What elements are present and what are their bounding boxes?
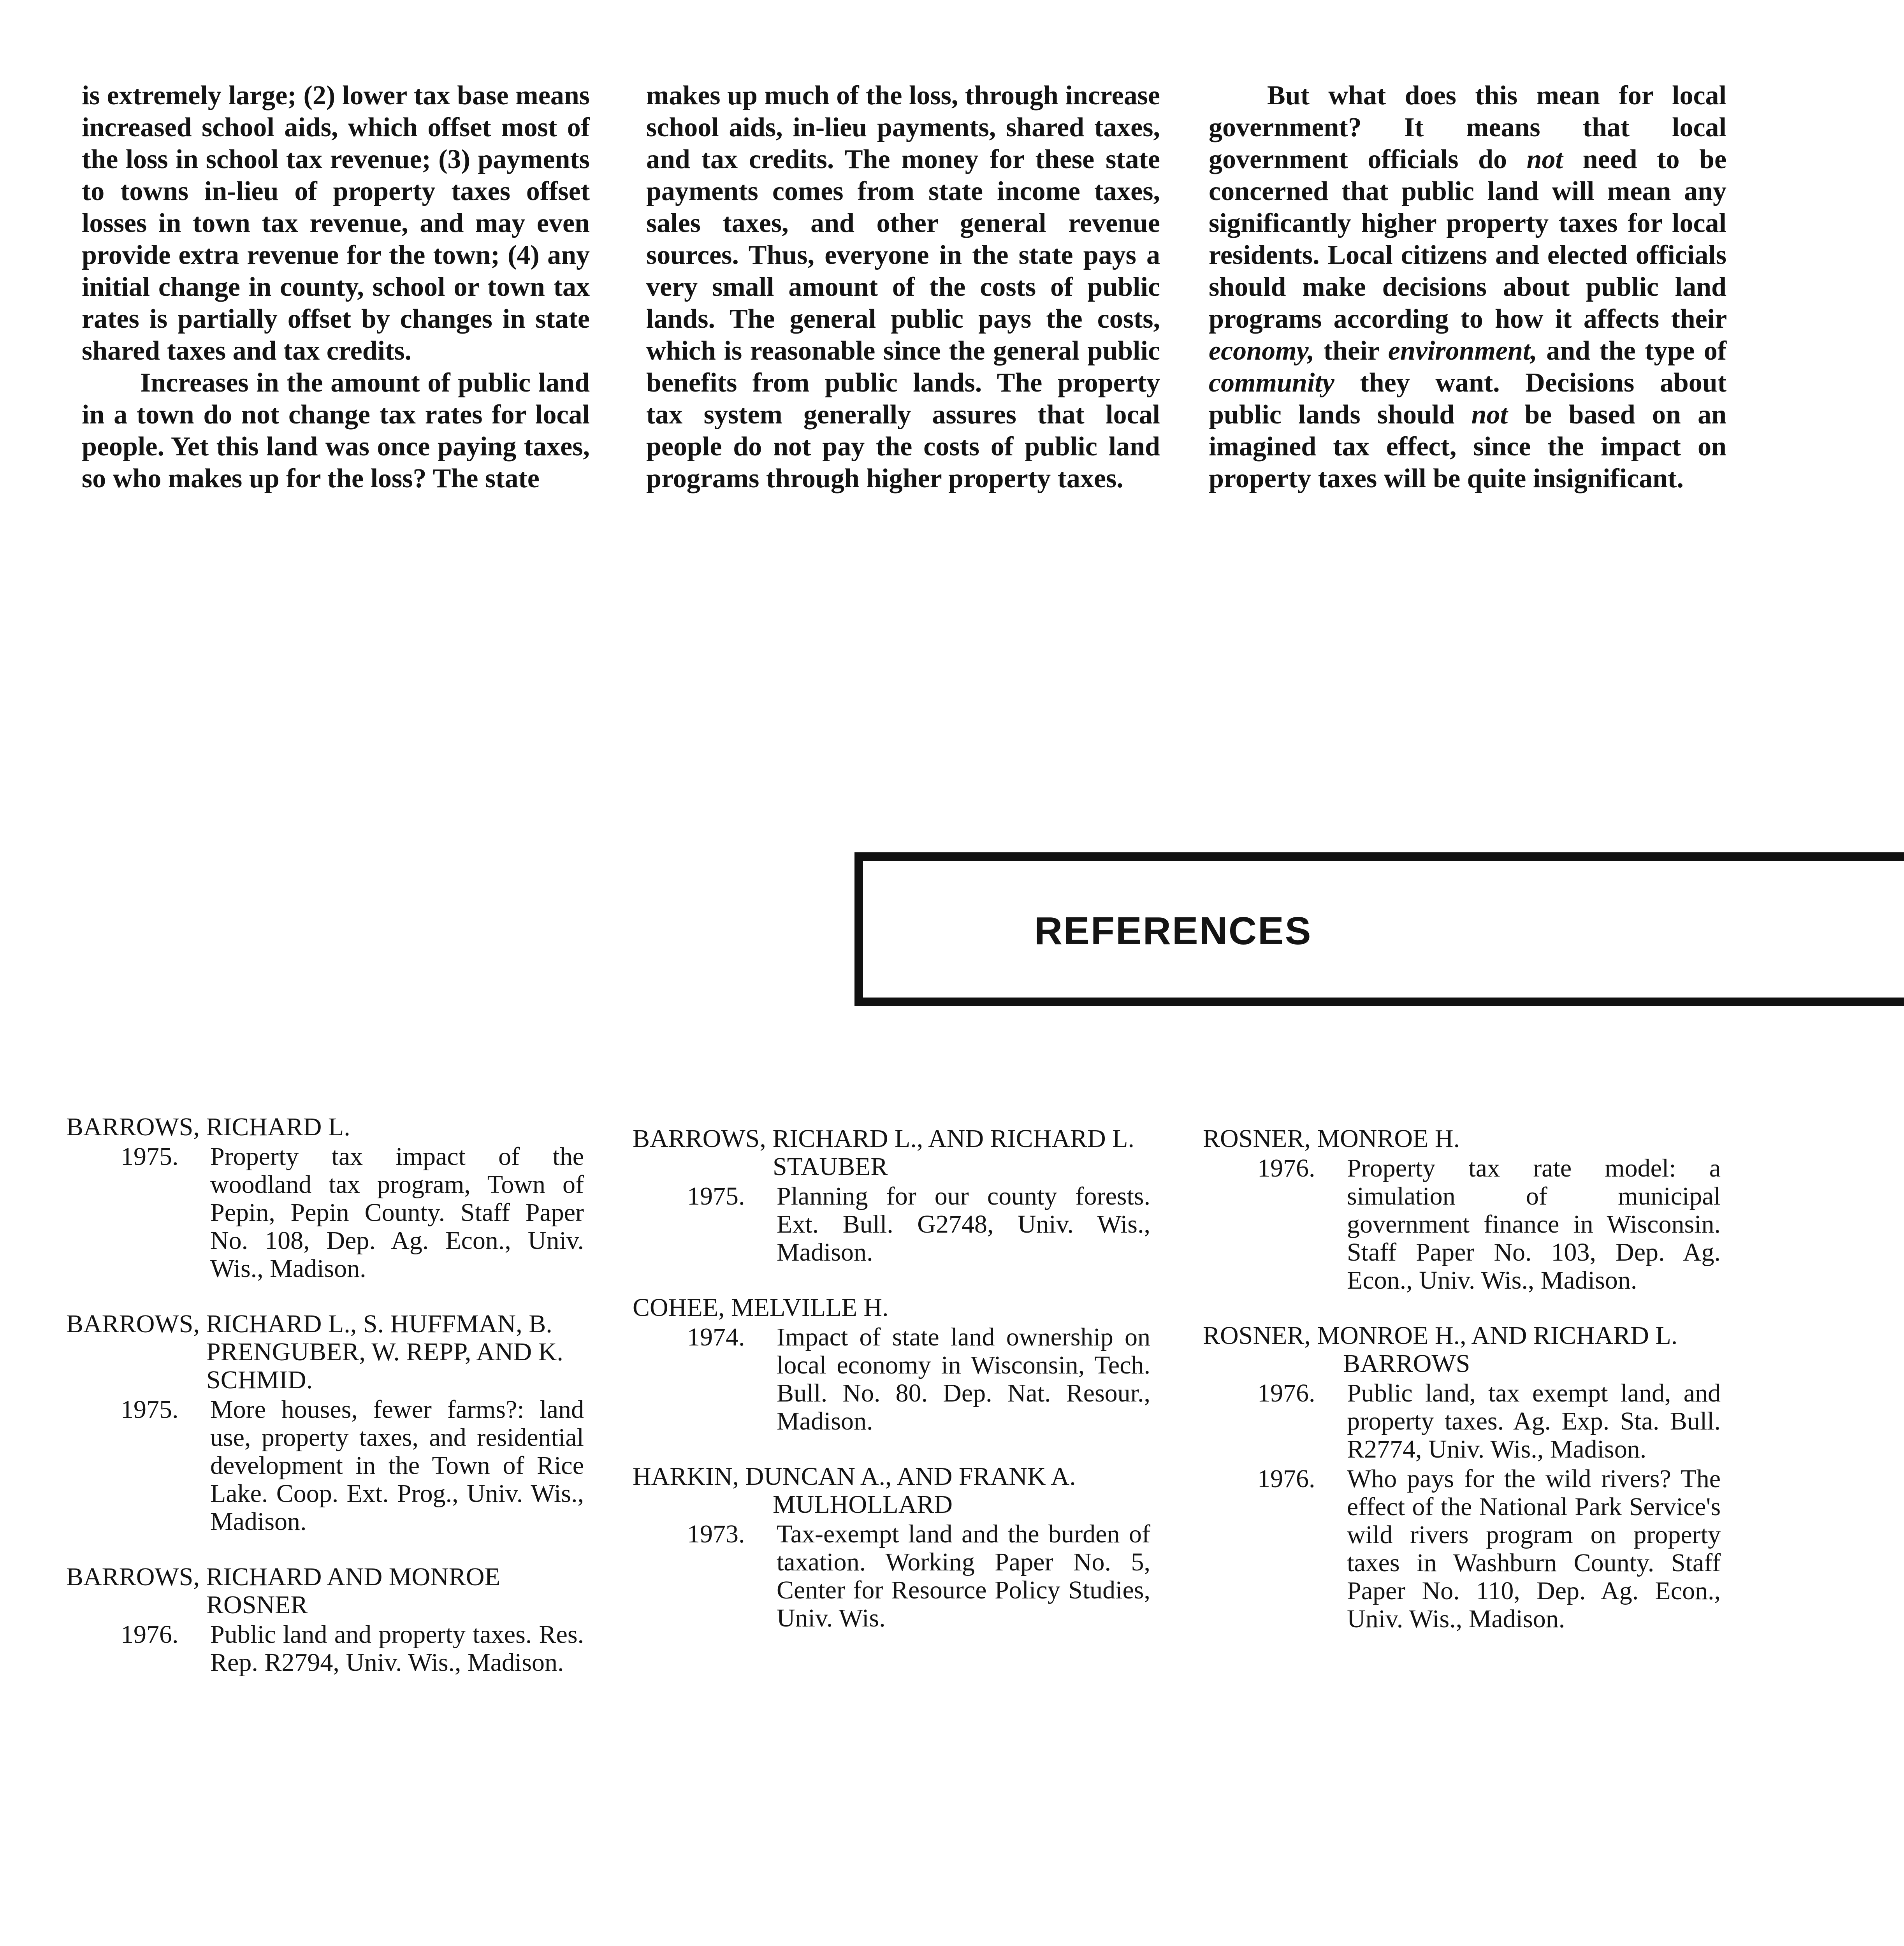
text-run: and the type of [1546,336,1727,366]
reference-work [633,1182,1150,1266]
reference-entry [633,1294,1150,1435]
reference-entry [1203,1322,1721,1633]
reference-year: 1975. [121,1395,179,1424]
references-column-2 [633,1125,1150,1660]
reference-work [66,1396,584,1536]
text-run: their [1323,336,1379,366]
reference-entry [633,1125,1150,1266]
references-header-box [854,852,1904,1006]
reference-entry [633,1463,1150,1632]
emphasis: environment, [1388,336,1537,366]
reference-work [633,1520,1150,1632]
reference-author: COHEE, MELVILLE H. [633,1293,889,1322]
body-column-1 [82,80,590,495]
reference-author: BARROWS, RICHARD L., S. HUFFMAN, B. PRENGUBER, W. REPP, AND K. SCHMID. [66,1310,563,1394]
reference-author: BARROWS, RICHARD AND MONROE ROSNER [66,1563,500,1619]
reference-entry [66,1563,584,1677]
reference-author: HARKIN, DUNCAN A., AND FRANK A. MULHOLLARD [633,1462,1076,1519]
reference-year: 1975. [121,1142,179,1171]
reference-author: ROSNER, MONROE H., AND RICHARD L. BARROWS [1203,1321,1678,1378]
reference-citation: More houses, fewer farms?: land use, property taxes, and residential development in the Town of Rice Lake. Coop. Ext. Prog., Univ. Wis., Madison. [210,1395,584,1536]
reference-citation: Impact of state land ownership on local economy in Wisconsin, Tech. Bull. No. 80. Dep. Nat. Resour., Madison. [777,1323,1150,1435]
reference-author: ROSNER, MONROE H. [1203,1124,1460,1153]
reference-work [633,1323,1150,1435]
body-paragraph: Increases in the amount of public land in a town do not change tax rates for local people. Yet this land was once paying taxes, so who makes up for the loss? The state [82,368,590,494]
reference-entry [66,1310,584,1536]
emphasis: not [1526,144,1563,174]
text-run: But what does this mean for local government? It means that local government officials do [1209,81,1726,174]
reference-author: BARROWS, RICHARD L., AND RICHARD L. STAUBER [633,1124,1134,1181]
reference-work [66,1621,584,1677]
text-run: need to be concerned that public land will mean any significantly higher property taxes for local residents. Local citizens and elected officials should make decisions about public land programs according to how it affects their [1209,144,1727,334]
reference-work [1203,1465,1721,1633]
reference-entry [66,1113,584,1283]
emphasis: economy, [1209,336,1315,366]
emphasis: community [1209,368,1334,398]
text-run: they want. Decisions about public lands should [1209,368,1726,430]
reference-year: 1976. [1257,1465,1315,1493]
body-paragraph: makes up much of the loss, through increase school aids, in-lieu payments, shared taxes, and tax credits. The money for these state payments comes from state income taxes, sales taxes, and other general revenue sources. Thus, everyone in the state pays a very small amount of the costs of public lands. The general public pays the costs, which is reasonable since the general public benefits from public lands. The property tax system generally assures that local people do not pay the costs of public land programs through higher property taxes. [646,81,1160,494]
emphasis: not [1471,400,1508,430]
references-column-1 [66,1113,584,1704]
body-column-3 [1209,80,1726,495]
reference-citation: Property tax impact of the woodland tax program, Town of Pepin, Pepin County. Staff Paper No. 108, Dep. Ag. Econ., Univ. Wis., Madison. [210,1142,584,1283]
reference-citation: Planning for our county forests. Ext. Bull. G2748, Univ. Wis., Madison. [777,1182,1150,1266]
body-column-2 [646,80,1160,495]
reference-year: 1976. [1257,1154,1315,1182]
reference-citation: Who pays for the wild rivers? The effect of the National Park Service's wild rivers program on property taxes in Washburn County. Staff Paper No. 110, Dep. Ag. Econ., Univ. Wis., Madison. [1347,1465,1721,1633]
reference-work [66,1143,584,1283]
references-title: REFERENCES [1034,909,1312,953]
reference-citation: Public land and property taxes. Res. Rep. R2794, Univ. Wis., Madison. [210,1620,584,1677]
reference-citation: Tax-exempt land and the burden of taxation. Working Paper No. 5, Center for Resource Policy Studies, Univ. Wis. [777,1520,1150,1632]
reference-work [1203,1379,1721,1463]
reference-year: 1973. [687,1520,745,1548]
text-run: be based on an imagined tax effect, since the impact on property taxes will be quite insignificant. [1209,400,1727,494]
reference-year: 1975. [687,1182,745,1210]
reference-entry [1203,1125,1721,1294]
reference-year: 1976. [121,1620,179,1649]
references-column-3 [1203,1125,1721,1660]
reference-work [1203,1154,1721,1294]
body-paragraph [1209,80,1726,495]
reference-author: BARROWS, RICHARD L. [66,1113,350,1141]
body-paragraph: is extremely large; (2) lower tax base means increased school aids, which offset most of the loss in school tax revenue; (3) payments to towns in-lieu of property taxes offset losses in town tax revenue, and may even provide extra revenue for the town; (4) any initial change in county, school or town tax rates is partially offset by changes in state shared taxes and tax credits. [82,81,590,366]
reference-year: 1974. [687,1323,745,1351]
reference-citation: Property tax rate model: a simulation of municipal government finance in Wisconsin. Staff Paper No. 103, Dep. Ag. Econ., Univ. Wis., Madison. [1347,1154,1721,1294]
reference-citation: Public land, tax exempt land, and property taxes. Ag. Exp. Sta. Bull. R2774, Univ. Wis., Madison. [1347,1379,1721,1463]
reference-year: 1976. [1257,1379,1315,1407]
